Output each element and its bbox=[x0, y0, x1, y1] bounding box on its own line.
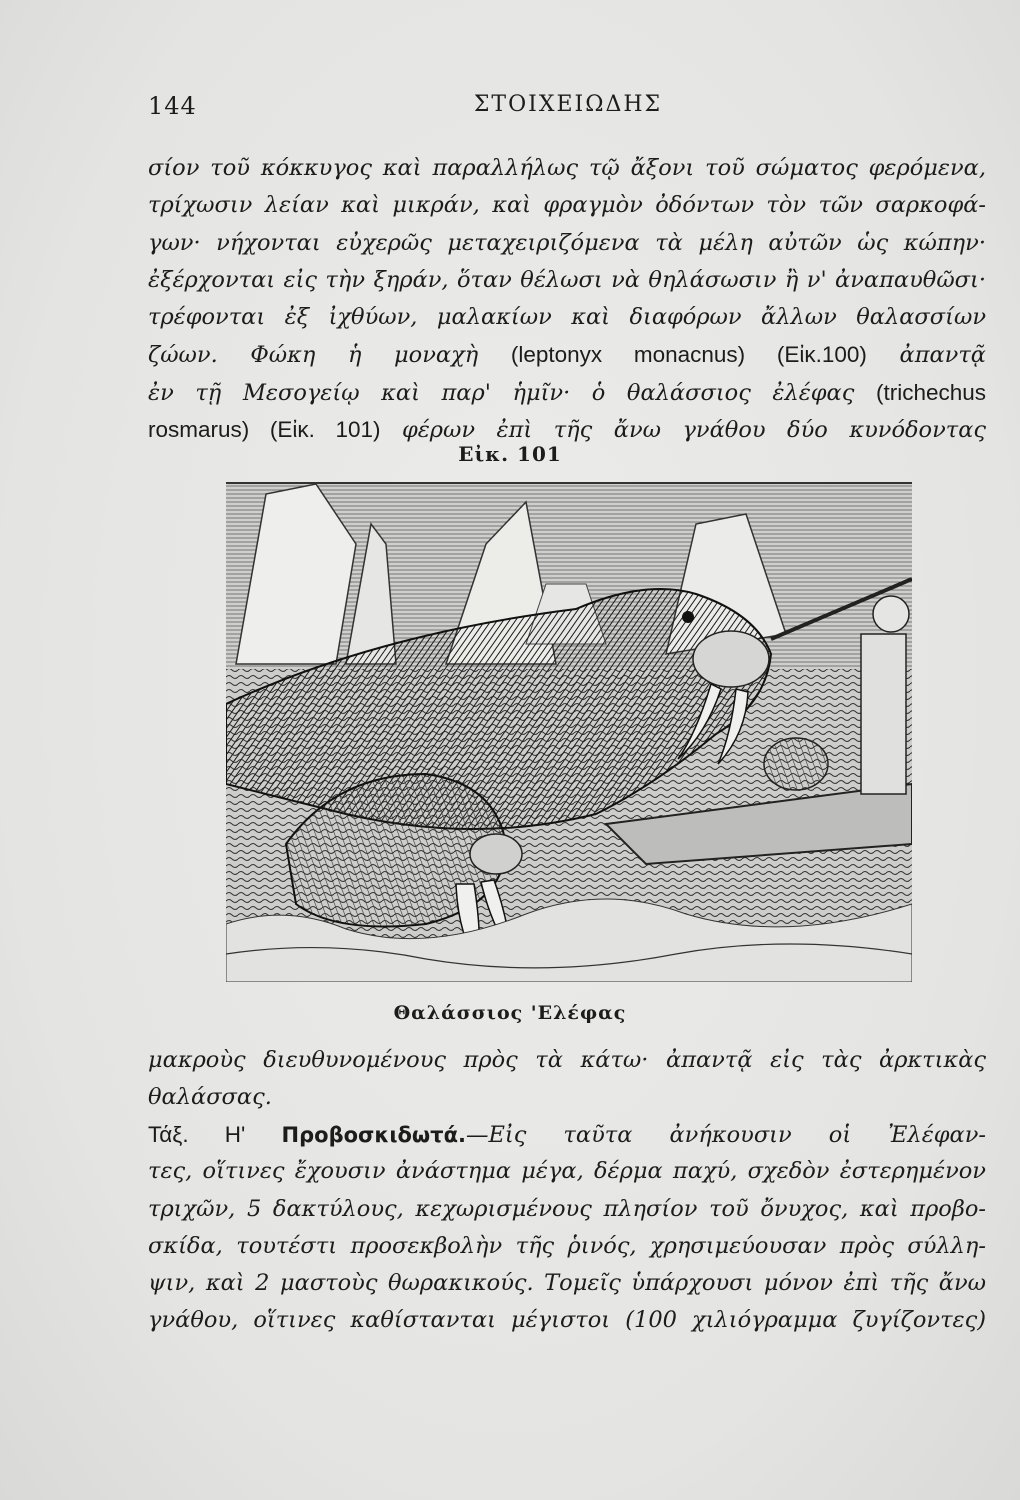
text-fragment: —Εἰς ταῦτα ἀνήκουσιν οἱ Ἐλέφαν- bbox=[465, 1122, 986, 1148]
paragraph-1 bbox=[148, 150, 986, 448]
text-fragment: ζώων. Φώκη ἡ μοναχὴ bbox=[148, 342, 511, 369]
text-line bbox=[148, 1116, 986, 1153]
paragraph-2 bbox=[148, 1042, 986, 1117]
text-line: τρέφονται ἐξ ἰχθύων, μαλακίων καὶ διαφόρων ἄλλων θαλασσίων bbox=[148, 304, 986, 331]
text-fragment: ἐν τῇ Μεσογείῳ καὶ παρ' ἡμῖν· ὁ θαλάσσιος ἐλέφας bbox=[148, 379, 876, 406]
latin-name: (trichechus bbox=[875, 379, 986, 405]
latin-name: rosmarus) (Εἰκ. 101) bbox=[148, 417, 381, 443]
running-head bbox=[148, 92, 988, 122]
text-line: σκίδα, τουτέστι προσεκβολὴν τῆς ῥινός, χρησιμεύουσαν πρὸς σύλλη- bbox=[148, 1232, 986, 1259]
text-line: τες, οἵτινες ἔχουσιν ἀνάστημα μέγα, δέρμα παχύ, σχεδὸν ἐστερημένον bbox=[148, 1158, 986, 1185]
text-line: τρίχωσιν λείαν καὶ μικράν, καὶ φραγμὸν ὀδόντων τὸν τῶν σαρκοφά- bbox=[148, 192, 986, 219]
figure-heading: Εἰκ. 101 bbox=[458, 442, 562, 466]
text-line bbox=[148, 374, 986, 411]
text-fragment: ἀπαντᾷ bbox=[866, 342, 986, 369]
figure-caption: Θαλάσσιος 'Ελέφας bbox=[393, 1002, 627, 1024]
text-line: ψιν, καὶ 2 μαστοὺς θωρακικούς. Τομεῖς ὑπάρχουσι μόνον ἐπὶ τῆς ἄνω bbox=[148, 1270, 986, 1297]
text-line: γνάθου, οἵτινες καθίστανται μέγιστοι (100 χιλιόγραμμα ζυγίζοντες) bbox=[148, 1307, 986, 1334]
text-line: μακροὺς διευθυνομένους πρὸς τὰ κάτω· ἀπαντᾷ εἰς τὰς ἀρκτικὰς bbox=[148, 1047, 986, 1073]
order-label: Τάξ. Η' bbox=[148, 1122, 282, 1147]
text-line: θαλάσσας. bbox=[148, 1084, 272, 1111]
text-line: τριχῶν, 5 δακτύλους, κεχωρισμένους πλησίον τοῦ ὄνυχος, καὶ προβο- bbox=[148, 1195, 986, 1222]
walrus-engraving-icon bbox=[226, 484, 912, 982]
running-title: ΣΤΟΙΧΕΙΩΔΗΣ bbox=[473, 92, 663, 117]
text-line: σίον τοῦ κόκκυγος καὶ παραλλήλως τῷ ἄξονι τοῦ σώματος φερόμενα, bbox=[148, 155, 986, 181]
text-line: ἐξέρχονται εἰς τὴν ξηράν, ὅταν θέλωσι νὰ θηλάσωσιν ἢ ν' ἀναπαυθῶσι· bbox=[148, 266, 986, 293]
latin-name: (leptonyx monacnus) (Εἰκ.100) bbox=[510, 342, 867, 368]
paragraph-3 bbox=[148, 1116, 986, 1340]
section-title: Προβοσκιδωτά. bbox=[281, 1123, 466, 1147]
text-line bbox=[148, 336, 986, 373]
text-fragment: φέρων ἐπὶ τῆς ἄνω γνάθου δύο κυνόδοντας bbox=[380, 417, 986, 444]
text-line: γων· νήχονται εὐχερῶς μεταχειριζόμενα τὰ μέλη αὐτῶν ὡς κώπην· bbox=[148, 229, 986, 256]
walrus-illustration bbox=[226, 482, 912, 982]
page-number: 144 bbox=[148, 92, 197, 120]
